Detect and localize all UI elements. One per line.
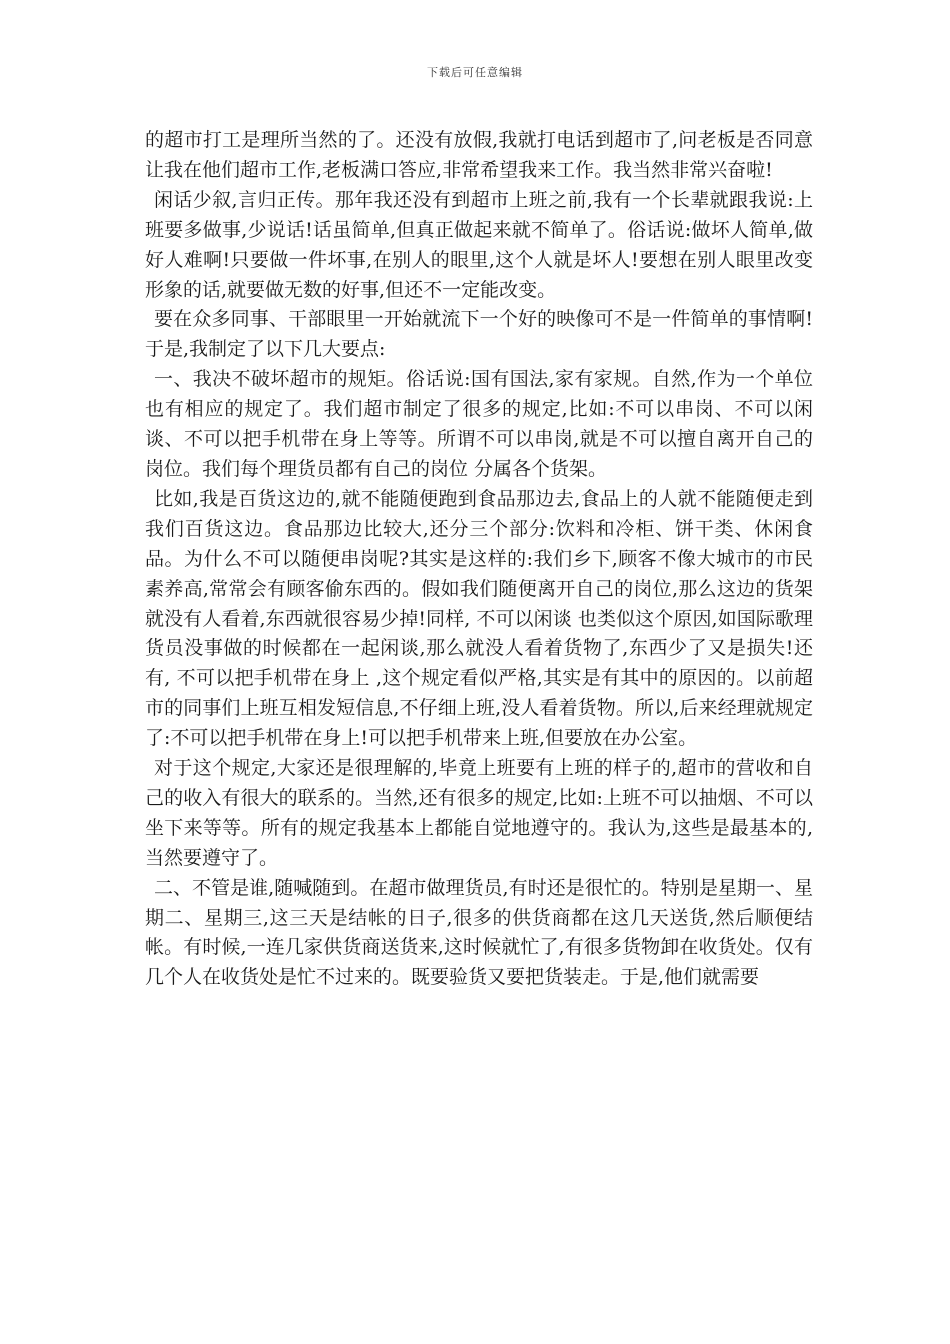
paragraph-1: 的超市打工是理所当然的了。还没有放假,我就打电话到超市了,问老板是否同意让我在他们超市工作,老板满口答应,非常希望我来工作。我当然非常兴奋啦! — [145, 129, 813, 181]
page-header: 下载后可任意编辑 — [427, 66, 523, 79]
paragraph-7: 二、不管是谁,随喊随到。在超市做理货员,有时还是很忙的。特别是星期一、星期二、星期三,这三天是结帐的日子,很多的供货商都在这几天送货,然后顺便结帐。有时候,一连几家供货商送货来,这时候就忙了,有很多货物卸在收货处。仅有几个人在收货处是忙不过来的。既要验货又要把货装走。于是,他们就需要 — [145, 876, 813, 989]
paragraph-5: 比如,我是百货这边的,就不能随便跑到食品那边去,食品上的人就不能随便走到我们百货这边。食品那边比较大,还分三个部分:饮料和冷柜、饼干类、休闲食品。为什么不可以随便串岗呢?其实是这样的:我们乡下,顾客不像大城市的市民素养高,常常会有顾客偷东西的。假如我们随便离开自己的岗位,那么这边的货架就没有人看着,东西就很容易少掉!同样, 不可以闲谈 也类似这个原因,如国际歌理货员没事做的时候都在一起闲谈,那么就没人看着货物了,东西少了又是损失!还有, 不可以把手机带在身上 ,这个规定看似严格,其实是有其中的原因的。以前超市的同事们上班互相发短信息,不仔细上班,没人看着货物。所以,后来经理就规定了:不可以把手机带在身上!可以把手机带来上班,但要放在办公室。 — [145, 487, 813, 750]
document-body — [145, 126, 813, 993]
paragraph-3: 要在众多同事、干部眼里一开始就流下一个好的映像可不是一件简单的事情啊!于是,我制定了以下几大要点: — [145, 308, 813, 361]
paragraph-4: 一、我决不破坏超市的规矩。俗话说:国有国法,家有家规。自然,作为一个单位也有相应的规定了。我们超市制定了很多的规定,比如:不可以串岗、不可以闲谈、不可以把手机带在身上等等。所谓不可以串岗,就是不可以擅自离开自己的岗位。我们每个理货员都有自己的岗位 分属各个货架。 — [145, 368, 813, 480]
paragraph-6: 对于这个规定,大家还是很理解的,毕竟上班要有上班的样子的,超市的营收和自己的收入有很大的联系的。当然,还有很多的规定,比如:上班不可以抽烟、不可以坐下来等等。所有的规定我基本上都能自觉地遵守的。我认为,这些是最基本的,当然要遵守了。 — [145, 757, 813, 869]
paragraph-2: 闲话少叙,言归正传。那年我还没有到超市上班之前,我有一个长辈就跟我说:上班要多做事,少说话!话虽简单,但真正做起来就不简单了。俗话说:做坏人简单,做好人难啊!只要做一件坏事,在别人的眼里,这个人就是坏人!要想在别人眼里改变形象的话,就要做无数的好事,但还不一定能改变。 — [145, 188, 813, 301]
